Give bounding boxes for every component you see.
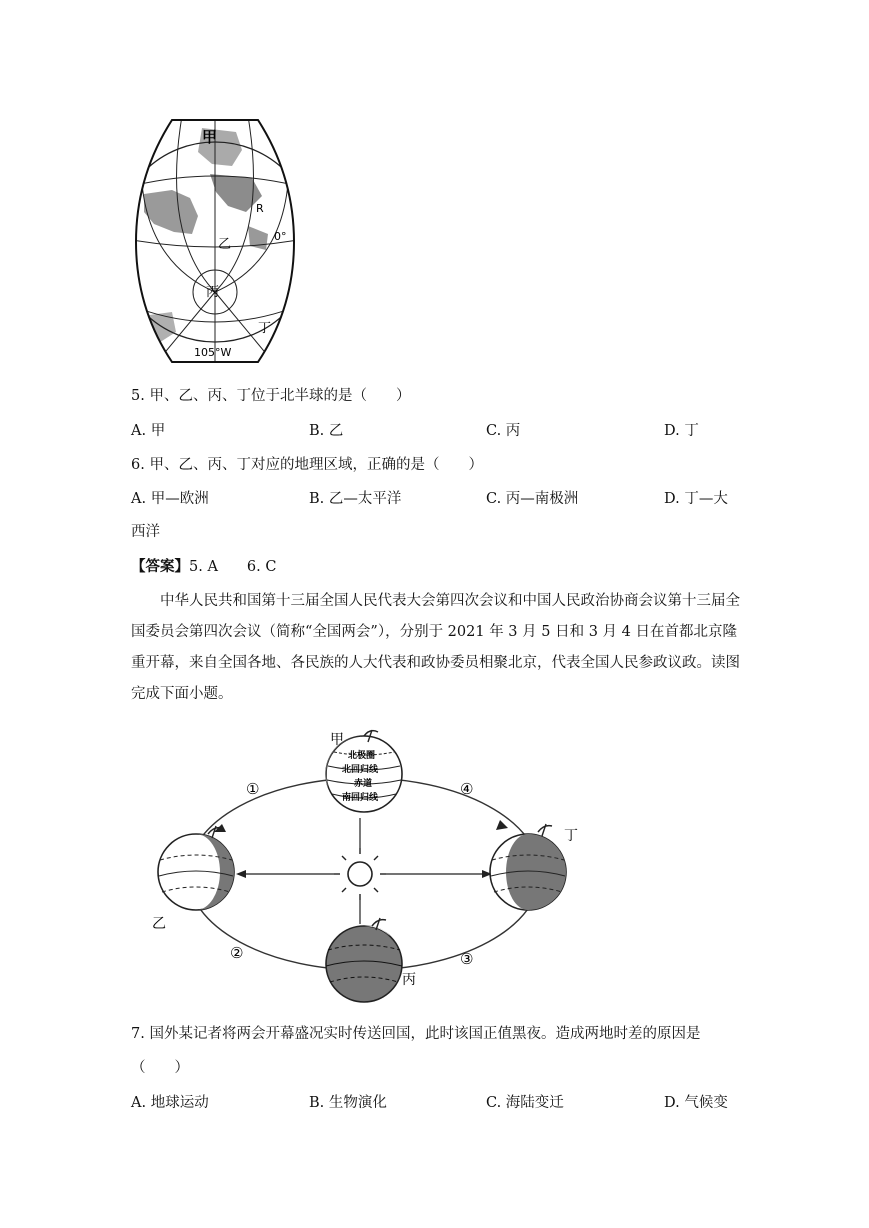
q6-option-d[interactable]: D. 丁—大: [664, 491, 728, 507]
globe-line-equator: 赤道: [354, 779, 373, 789]
q5-option-a[interactable]: A. 甲: [131, 423, 166, 439]
q6-option-d-wrap: 西洋: [131, 524, 160, 540]
q6-stem: 6. 甲、乙、丙、丁对应的地理区域，正确的是（ ）: [131, 457, 483, 473]
q5-option-b[interactable]: B. 乙: [309, 423, 344, 439]
globe-line-tropic-capricorn: 南回归线: [342, 793, 379, 803]
map-label-lon: 105°W: [194, 346, 232, 359]
q7-stem: 7. 国外某记者将两会开幕盛况实时传送回国，此时该国正值黑夜。造成两地时差的原因是: [131, 1026, 701, 1042]
answer-text: 5. A 6. C: [189, 559, 277, 575]
globe-line-arctic: 北极圈: [348, 751, 376, 761]
orbit-pos-3: ③: [460, 950, 474, 968]
answer-line: [131, 557, 276, 577]
passage-text: 中华人民共和国第十三届全国人民代表大会第四次会议和中国人民政治协商会议第十三届全国委员会第四次会议（简称“全国两会”），分别于 2021 年 3 月 5 日和 3 月 4 日在首都北京隆重开幕，来自全国各地、各民族的人大代表和政协委员相聚北京，代表全国人民参政议政。读图完成下面小题。: [131, 593, 740, 702]
q6-option-a[interactable]: A. 甲—欧洲: [131, 491, 209, 507]
map-label-jia: 甲: [202, 128, 218, 146]
label-bing: 丙: [402, 972, 416, 988]
globe-yi: [158, 826, 234, 910]
orbit-pos-1: ①: [246, 780, 260, 798]
label-ding: 丁: [564, 828, 578, 844]
q7-option-a[interactable]: A. 地球运动: [131, 1095, 209, 1111]
map-label-r: R: [256, 202, 264, 215]
orbit-figure: [150, 728, 590, 1006]
label-jia: 甲: [330, 732, 344, 748]
map-label-bing: 丙: [206, 285, 220, 300]
label-yi: 乙: [152, 916, 166, 932]
map-label-yi: 乙: [218, 237, 232, 252]
q7-option-d[interactable]: D. 气候变: [664, 1095, 728, 1111]
map-label-ding: 丁: [258, 321, 272, 336]
q5-stem: 5. 甲、乙、丙、丁位于北半球的是（ ）: [131, 388, 411, 404]
q7-option-b[interactable]: B. 生物演化: [309, 1095, 387, 1111]
globe-bing: [326, 918, 402, 1002]
answer-label: 【答案】: [131, 558, 189, 575]
orbit-diagram-svg: [150, 728, 590, 1006]
map-projection-svg: [132, 116, 298, 368]
q7-option-c[interactable]: C. 海陆变迁: [486, 1095, 564, 1111]
q5-option-d[interactable]: D. 丁: [664, 423, 699, 439]
sun-icon: [334, 848, 386, 900]
q6-option-c[interactable]: C. 丙—南极洲: [486, 491, 579, 507]
orbit-pos-2: ②: [230, 944, 244, 962]
orbit-pos-4: ④: [460, 780, 474, 798]
q7-paren: （ ）: [131, 1060, 189, 1076]
map-label-lat: 0°: [274, 230, 287, 243]
q6-option-b[interactable]: B. 乙—太平洋: [309, 491, 402, 507]
globe-ding: [490, 824, 566, 910]
q5-option-c[interactable]: C. 丙: [486, 423, 521, 439]
globe-line-tropic-cancer: 北回归线: [342, 765, 379, 775]
map-figure: [132, 116, 298, 368]
